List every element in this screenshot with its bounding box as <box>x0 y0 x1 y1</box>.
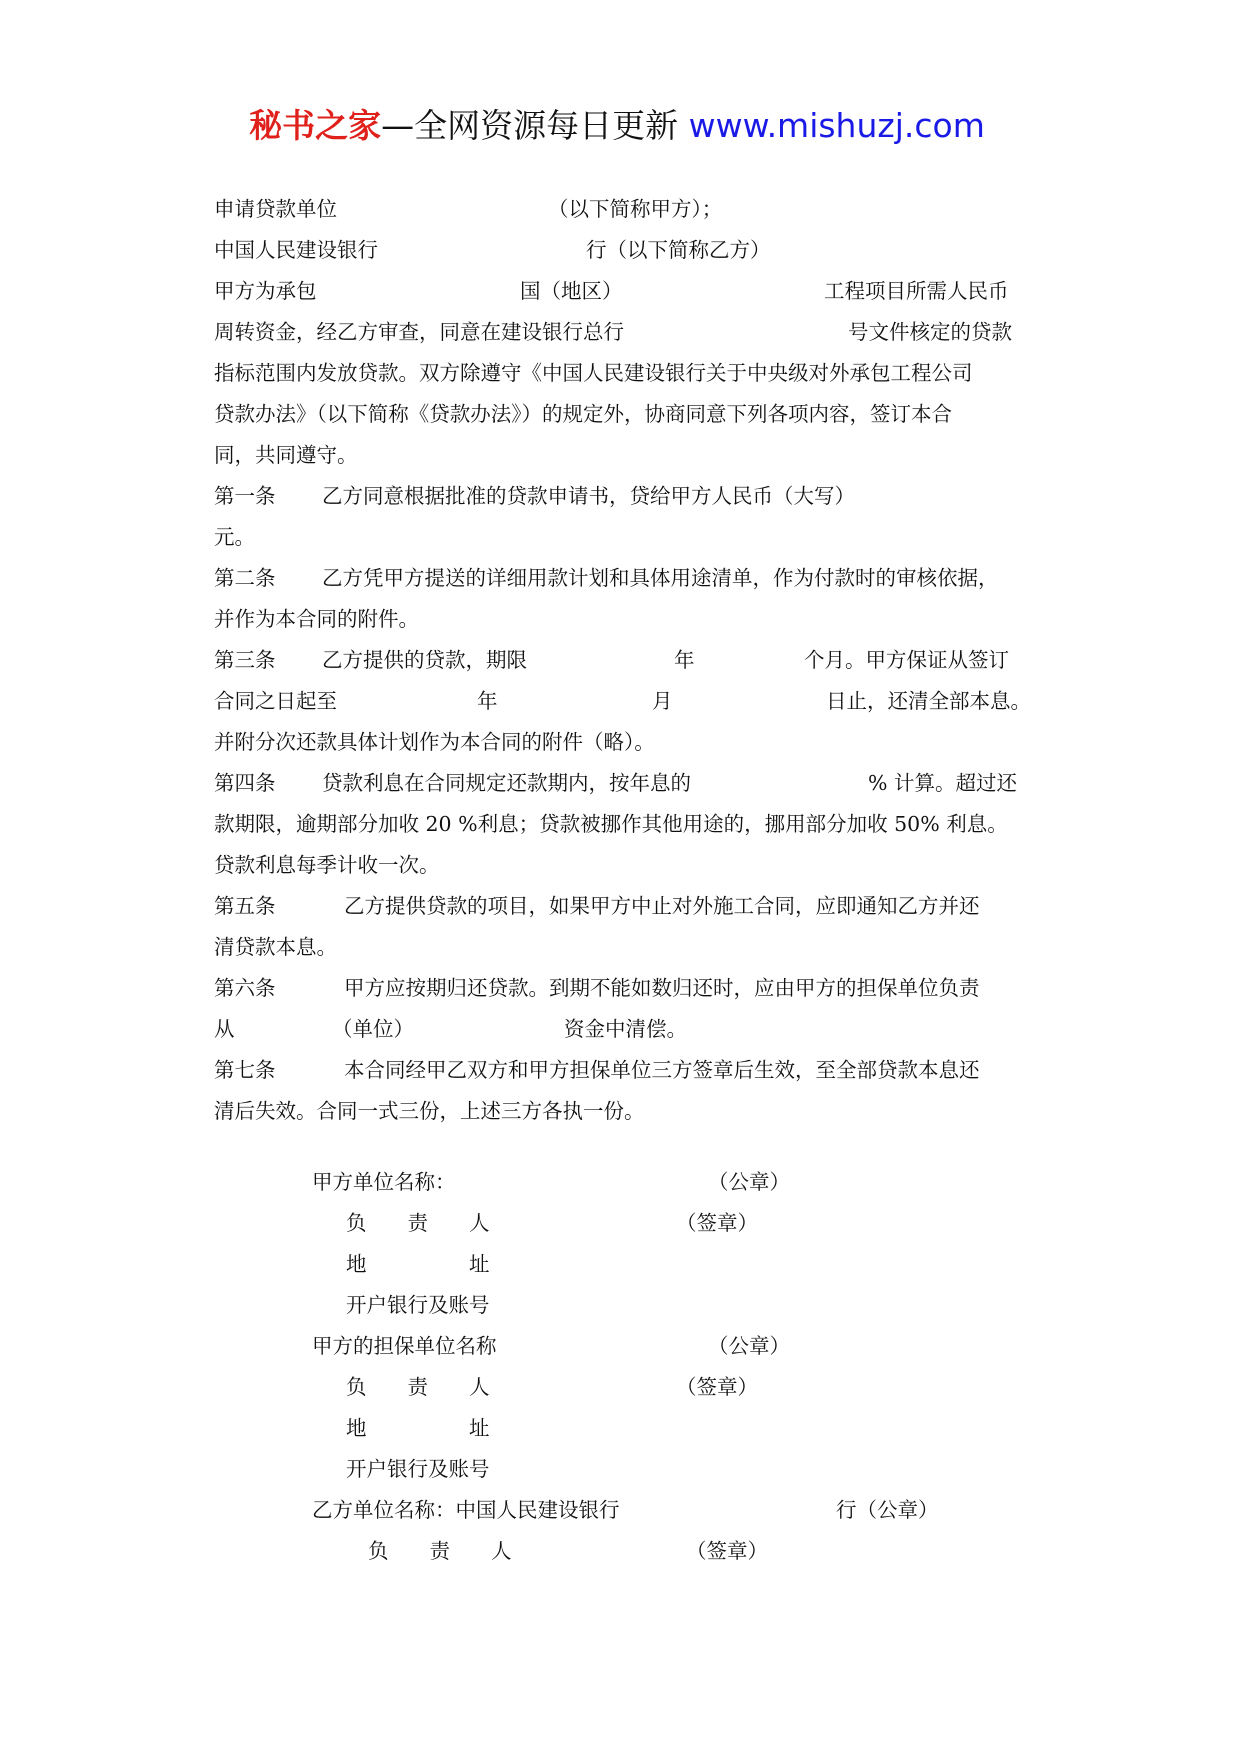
banner-brand: 秘书之家 <box>249 106 382 145</box>
guarantor-seal: （公章） <box>708 1334 790 1358</box>
article-5-label: 第五条 <box>214 894 276 918</box>
article-5-cont: 清贷款本息。 <box>214 935 337 959</box>
article-7-cont: 清后失效。合同一式三份，上述三方各执一份。 <box>214 1099 645 1123</box>
text-line: （单位） <box>332 1017 414 1041</box>
guarantor-person-label: 负 责 人 <box>346 1375 490 1399</box>
bank-label: 中国人民建设银行 <box>214 238 378 262</box>
text-line: 年 <box>477 689 498 713</box>
article-4-text: 贷款利息在合同规定还款期内，按年息的 <box>322 771 691 795</box>
text-line: 国（地区） <box>520 279 623 303</box>
text-line: 日止，还清全部本息。 <box>826 689 1031 713</box>
text-line: 从 <box>214 1017 235 1041</box>
article-3-label: 第三条 <box>214 648 276 672</box>
guarantor-address-label: 地 址 <box>346 1416 490 1440</box>
text-line: 贷款办法》（以下简称《贷款办法》）的规定外，协商同意下列各项内容，签订本合 <box>214 402 952 426</box>
party-b-person-label: 负 责 人 <box>368 1539 512 1563</box>
text-line: 指标范围内发放贷款。双方除遵守《中国人民建设银行关于中央级对外承包工程公司 <box>214 361 973 385</box>
text-line: 月 <box>652 689 673 713</box>
article-2-cont: 并作为本合同的附件。 <box>214 607 419 631</box>
article-3-text: 乙方提供的贷款，期限 <box>322 648 527 672</box>
party-a-bank-label: 开户银行及账号 <box>346 1293 490 1317</box>
article-2-text: 乙方凭甲方提送的详细用款计划和具体用途清单，作为付款时的审核依据， <box>322 566 999 590</box>
party-b-name-label: 乙方单位名称：中国人民建设银行 <box>312 1498 620 1522</box>
party-a-person-label: 负 责 人 <box>346 1211 490 1235</box>
party-a-sign: （签章） <box>676 1211 758 1235</box>
site-banner <box>0 100 1234 147</box>
article-3-year: 年 <box>674 648 695 672</box>
text-line: 资金中清偿。 <box>564 1017 687 1041</box>
text-line: 工程项目所需人民币 <box>824 279 1009 303</box>
text-line: 贷款利息每季计收一次。 <box>214 853 440 877</box>
article-1-label: 第一条 <box>214 484 276 508</box>
article-4-pct: % 计算。超过还 <box>868 771 1017 795</box>
guarantor-sign: （签章） <box>676 1375 758 1399</box>
party-b-seal: 行（公章） <box>836 1498 939 1522</box>
text-line: 同，共同遵守。 <box>214 443 358 467</box>
banner-url[interactable]: www.mishuzj.com <box>688 106 985 145</box>
text-line: 合同之日起至 <box>214 689 337 713</box>
text-line: 周转资金，经乙方审查，同意在建设银行总行 <box>214 320 624 344</box>
bank-note: 行（以下简称乙方） <box>586 238 771 262</box>
article-1-cont: 元。 <box>214 525 255 549</box>
article-6-text: 甲方应按期归还贷款。到期不能如数归还时，应由甲方的担保单位负责 <box>344 976 980 1000</box>
guarantor-bank-label: 开户银行及账号 <box>346 1457 490 1481</box>
article-4-label: 第四条 <box>214 771 276 795</box>
applicant-label: 申请贷款单位 <box>214 197 337 221</box>
article-3-month: 个月。甲方保证从签订 <box>804 648 1009 672</box>
article-2-label: 第二条 <box>214 566 276 590</box>
party-a-address-label: 地 址 <box>346 1252 490 1276</box>
article-7-text: 本合同经甲乙双方和甲方担保单位三方签章后生效，至全部贷款本息还 <box>344 1058 980 1082</box>
article-7-label: 第七条 <box>214 1058 276 1082</box>
party-b-sign: （签章） <box>686 1539 768 1563</box>
text-line: 号文件核定的贷款 <box>848 320 1012 344</box>
text-line: 甲方为承包 <box>214 279 317 303</box>
article-1-text: 乙方同意根据批准的贷款申请书，贷给甲方人民币（大写） <box>322 484 855 508</box>
article-6-label: 第六条 <box>214 976 276 1000</box>
party-a-seal: （公章） <box>708 1170 790 1194</box>
guarantor-name-label: 甲方的担保单位名称 <box>312 1334 497 1358</box>
article-5-text: 乙方提供贷款的项目，如果甲方中止对外施工合同，应即通知乙方并还 <box>344 894 980 918</box>
party-a-name-label: 甲方单位名称： <box>312 1170 456 1194</box>
text-line: 并附分次还款具体计划作为本合同的附件（略）。 <box>214 730 655 754</box>
applicant-note: （以下简称甲方）； <box>548 197 723 221</box>
banner-tagline: —全网资源每日更新 <box>381 106 679 145</box>
text-line: 款期限，逾期部分加收 20 %利息；贷款被挪作其他用途的，挪用部分加收 50% 利息。 <box>214 812 1008 836</box>
